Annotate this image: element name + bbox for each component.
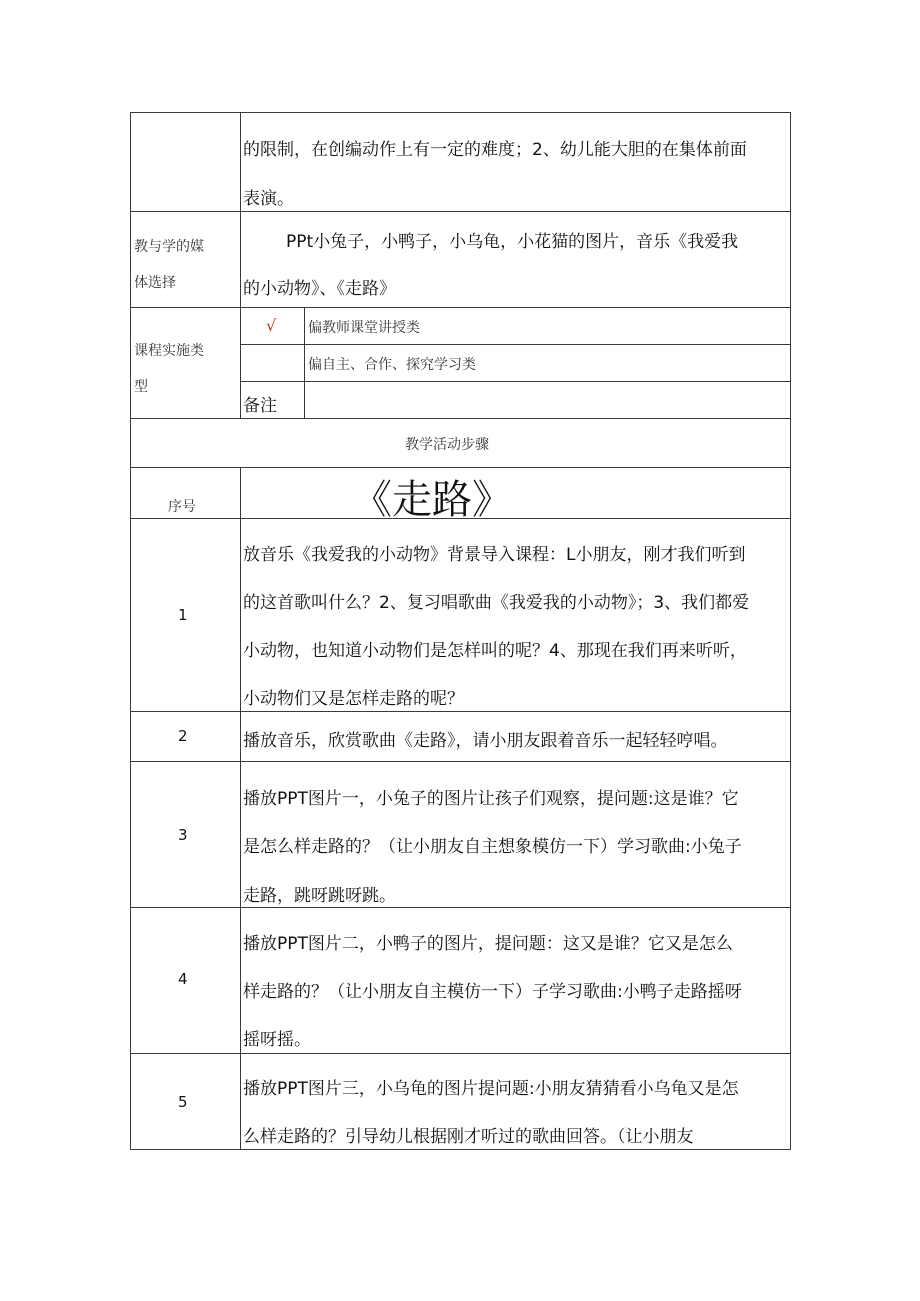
course-type-label-line2: 型 <box>134 379 148 395</box>
check-mark-icon: √ <box>266 316 277 335</box>
media-content-line1: PPt小兔子，小鸭子，小乌龟，小花猫的图片，音乐《我爱我 <box>286 232 739 252</box>
media-content-line2: 的小动物》、《走路》 <box>243 279 396 299</box>
step-3-line1: 播放PPT图片一，小兔子的图片让孩子们观察，提问题:这是谁？它 <box>243 789 739 809</box>
difficulty-text-line2: 表演。 <box>243 189 294 209</box>
step-2-number: 2 <box>178 727 188 745</box>
step-1-line2: 的这首歌叫什么？2、复习唱歌曲《我爱我的小动物》；3、我们都爱 <box>243 593 750 613</box>
step-4-number: 4 <box>178 970 188 988</box>
column-divider-top <box>240 112 241 419</box>
lesson-title: 《走路》 <box>352 477 512 523</box>
seq-header: 序号 <box>168 499 196 515</box>
row-divider-steps-header <box>130 418 791 419</box>
table-border-right <box>790 112 791 1150</box>
step-5-line1: 播放PPT图片三，小乌龟的图片提问题:小朋友猜猜看小乌龟又是怎 <box>243 1079 739 1099</box>
course-type-option1: 偏教师课堂讲授类 <box>308 320 420 336</box>
step-1-line4: 小动物们又是怎样走路的呢？ <box>243 689 464 709</box>
course-type-option2: 偏自主、合作、探究学习类 <box>308 357 476 373</box>
row-divider-step4 <box>130 907 791 908</box>
step-1-line1: 放音乐《我爱我的小动物》背景导入课程：L小朋友，刚才我们听到 <box>243 545 746 565</box>
step-1-line3: 小动物，也知道小动物们是怎样叫的呢？4、那现在我们再来听听， <box>243 641 747 661</box>
column-divider-lower <box>240 467 241 1150</box>
row-divider-course-type <box>130 307 791 308</box>
row-divider-step5 <box>130 1053 791 1054</box>
step-3-line3: 走路，跳呀跳呀跳。 <box>243 886 396 906</box>
row-divider-option2 <box>240 344 791 345</box>
course-type-label-line1: 课程实施类 <box>134 343 204 359</box>
table-border-left <box>130 112 131 1150</box>
step-4-line2: 样走路的？（让小朋友自主模仿一下）子学习歌曲:小鸭子走路摇呀 <box>243 982 742 1002</box>
table-border-bottom <box>130 1149 791 1150</box>
step-2-line1: 播放音乐，欣赏歌曲《走路》，请小朋友跟着音乐一起轻轻哼唱。 <box>243 731 728 751</box>
remark-label: 备注 <box>243 396 277 416</box>
row-divider-step3 <box>130 761 791 762</box>
media-label-line1: 教与学的媒 <box>134 239 204 255</box>
media-label-line2: 体选择 <box>134 275 176 291</box>
step-5-line2: 么样走路的？引导幼儿根据刚才听过的歌曲回答。（让小朋友 <box>243 1127 694 1147</box>
column-divider-checkbox <box>304 307 305 419</box>
difficulty-text-line1: 的限制，在创编动作上有一定的难度；2、幼儿能大胆的在集体前面 <box>243 140 747 160</box>
row-divider-media <box>130 211 791 212</box>
step-4-line1: 播放PPT图片二，小鸭子的图片，提问题：这又是谁？它又是怎么 <box>243 934 733 954</box>
step-1-number: 1 <box>178 606 188 624</box>
steps-header: 教学活动步骤 <box>405 437 489 453</box>
step-5-number: 5 <box>178 1093 188 1111</box>
step-4-line3: 摇呀摇。 <box>243 1030 311 1050</box>
step-3-line2: 是怎么样走路的？（让小朋友自主想象模仿一下）学习歌曲:小兔子 <box>243 837 742 857</box>
step-3-number: 3 <box>178 826 188 844</box>
table-border-top <box>130 112 791 113</box>
row-divider-remark <box>240 381 791 382</box>
row-divider-step2 <box>130 711 791 712</box>
